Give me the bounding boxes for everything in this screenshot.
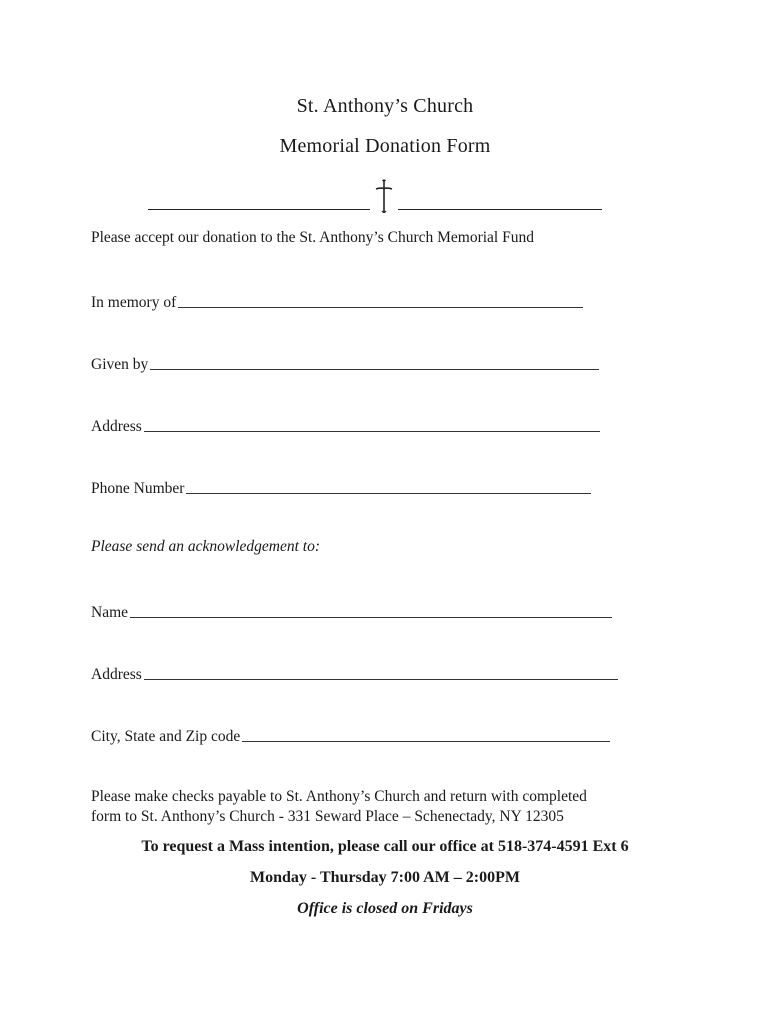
ack-name-blank[interactable] bbox=[130, 617, 612, 618]
address-blank[interactable] bbox=[144, 431, 600, 432]
intro-text: Please accept our donation to the St. Anthony’s Church Memorial Fund bbox=[91, 229, 534, 246]
ack-name-label: Name bbox=[91, 604, 129, 621]
address-label: Address bbox=[91, 418, 142, 435]
form-title: Memorial Donation Form bbox=[279, 135, 491, 157]
payment-instructions bbox=[91, 787, 691, 827]
decorative-divider bbox=[148, 176, 602, 216]
phone-number-label: Phone Number bbox=[91, 480, 185, 497]
ack-address-blank[interactable] bbox=[144, 679, 618, 680]
divider-rule-right bbox=[398, 209, 602, 210]
address-field[interactable] bbox=[91, 414, 600, 436]
ack-name-field[interactable] bbox=[91, 600, 612, 622]
city-state-zip-field[interactable] bbox=[91, 724, 610, 746]
acknowledgement-heading: Please send an acknowledgement to: bbox=[91, 538, 320, 555]
church-name: St. Anthony’s Church bbox=[296, 95, 474, 117]
given-by-field[interactable] bbox=[91, 352, 599, 374]
instructions-line-1: Please make checks payable to St. Anthony’s Church and return with completed bbox=[91, 788, 587, 805]
ack-address-field[interactable] bbox=[91, 662, 618, 684]
cross-icon bbox=[372, 178, 396, 214]
phone-number-field[interactable] bbox=[91, 476, 591, 498]
office-hours-text: Monday - Thursday 7:00 AM – 2:00PM bbox=[250, 869, 520, 886]
in-memory-of-label: In memory of bbox=[91, 294, 177, 311]
office-closed-text: Office is closed on Fridays bbox=[297, 900, 473, 917]
given-by-label: Given by bbox=[91, 356, 149, 373]
mass-request-text: To request a Mass intention, please call our office at 518-374-4591 Ext 6 bbox=[141, 838, 629, 855]
in-memory-of-field[interactable] bbox=[91, 290, 583, 312]
ack-address-label: Address bbox=[91, 666, 142, 683]
in-memory-of-blank[interactable] bbox=[178, 307, 583, 308]
city-state-zip-label: City, State and Zip code bbox=[91, 728, 241, 745]
divider-rule-left bbox=[148, 209, 370, 210]
city-state-zip-blank[interactable] bbox=[242, 741, 610, 742]
given-by-blank[interactable] bbox=[150, 369, 599, 370]
phone-number-blank[interactable] bbox=[186, 493, 591, 494]
instructions-line-2: form to St. Anthony’s Church - 331 Seward Place – Schenectady, NY 12305 bbox=[91, 808, 564, 825]
